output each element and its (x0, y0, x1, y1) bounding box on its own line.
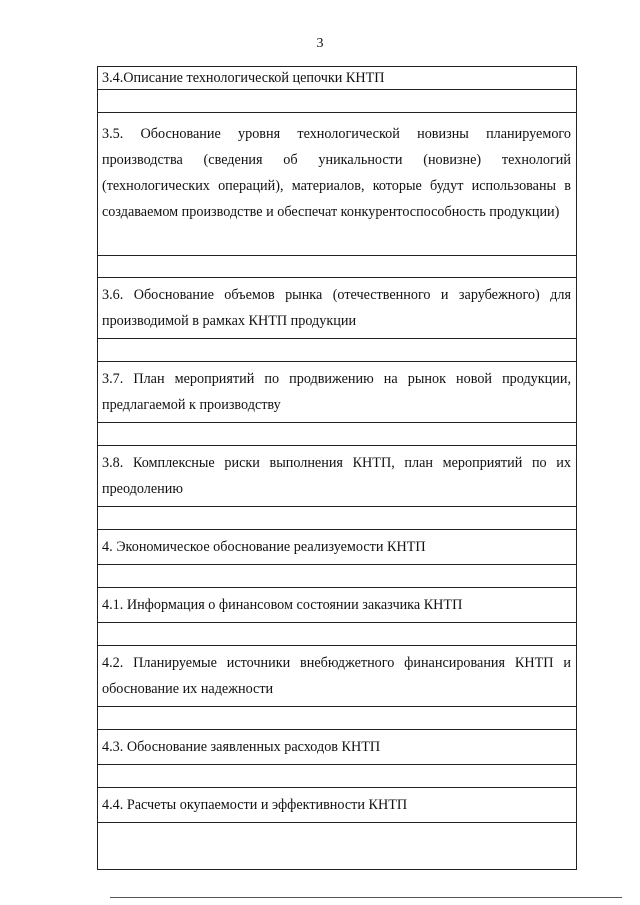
section-4-3-heading: 4.3. Обоснование заявленных расходов КНТП (98, 730, 577, 765)
section-3-7-heading: 3.7. План мероприятий по продвижению на рынок новой продукции, предлагаемой к производству (98, 362, 577, 423)
section-3-5-heading: 3.5. Обоснование уровня технологической новизны планируемого производства (сведения об уникальности (новизне) технологий (технологических операций), материалов, которые будут использованы в создаваемом производстве и обеспечат конкурентоспособность продукции) (98, 113, 577, 256)
section-4-1-heading-row (98, 588, 577, 623)
section-4-2-heading-row (98, 646, 577, 707)
section-3-6-heading-row (98, 278, 577, 339)
section-4-3-heading-row (98, 730, 577, 765)
section-3-4-answer-field[interactable] (98, 90, 577, 113)
section-4-1-answer-field[interactable] (98, 623, 577, 646)
section-3-5-heading-row (98, 113, 577, 256)
section-4-4-heading-row (98, 788, 577, 823)
section-4-2-answer-field[interactable] (98, 707, 577, 730)
section-4-1-heading: 4.1. Информация о финансовом состоянии заказчика КНТП (98, 588, 577, 623)
section-4-3-answer-row (98, 765, 577, 788)
section-3-7-answer-field[interactable] (98, 423, 577, 446)
section-4-2-answer-row (98, 707, 577, 730)
section-4-answer-row (98, 565, 577, 588)
section-4-heading-row (98, 530, 577, 565)
section-3-8-answer-row (98, 507, 577, 530)
section-3-5-answer-field[interactable] (98, 256, 577, 278)
section-3-8-heading: 3.8. Комплексные риски выполнения КНТП, план мероприятий по их преодолению (98, 446, 577, 507)
section-3-4-answer-row (98, 90, 577, 113)
section-4-4-answer-field[interactable] (98, 823, 577, 870)
section-4-2-heading: 4.2. Планируемые источники внебюджетного финансирования КНТП и обоснование их надежности (98, 646, 577, 707)
section-3-6-heading: 3.6. Обоснование объемов рынка (отечественного и зарубежного) для производимой в рамках КНТП продукции (98, 278, 577, 339)
section-4-3-answer-field[interactable] (98, 765, 577, 788)
section-3-4-heading-row (98, 67, 577, 90)
section-4-answer-field[interactable] (98, 565, 577, 588)
page-bottom-divider (110, 897, 622, 898)
section-3-6-answer-field[interactable] (98, 339, 577, 362)
section-4-4-answer-row (98, 823, 577, 870)
section-3-6-answer-row (98, 339, 577, 362)
section-3-7-heading-row (98, 362, 577, 423)
section-3-7-answer-row (98, 423, 577, 446)
section-4-heading: 4. Экономическое обоснование реализуемости КНТП (98, 530, 577, 565)
section-3-4-heading: 3.4.Описание технологической цепочки КНТП (98, 67, 577, 90)
page-number: 3 (316, 36, 324, 51)
application-form-table (97, 66, 577, 870)
section-4-4-heading: 4.4. Расчеты окупаемости и эффективности КНТП (98, 788, 577, 823)
section-3-8-answer-field[interactable] (98, 507, 577, 530)
section-3-8-heading-row (98, 446, 577, 507)
section-3-5-answer-row (98, 256, 577, 278)
section-4-1-answer-row (98, 623, 577, 646)
